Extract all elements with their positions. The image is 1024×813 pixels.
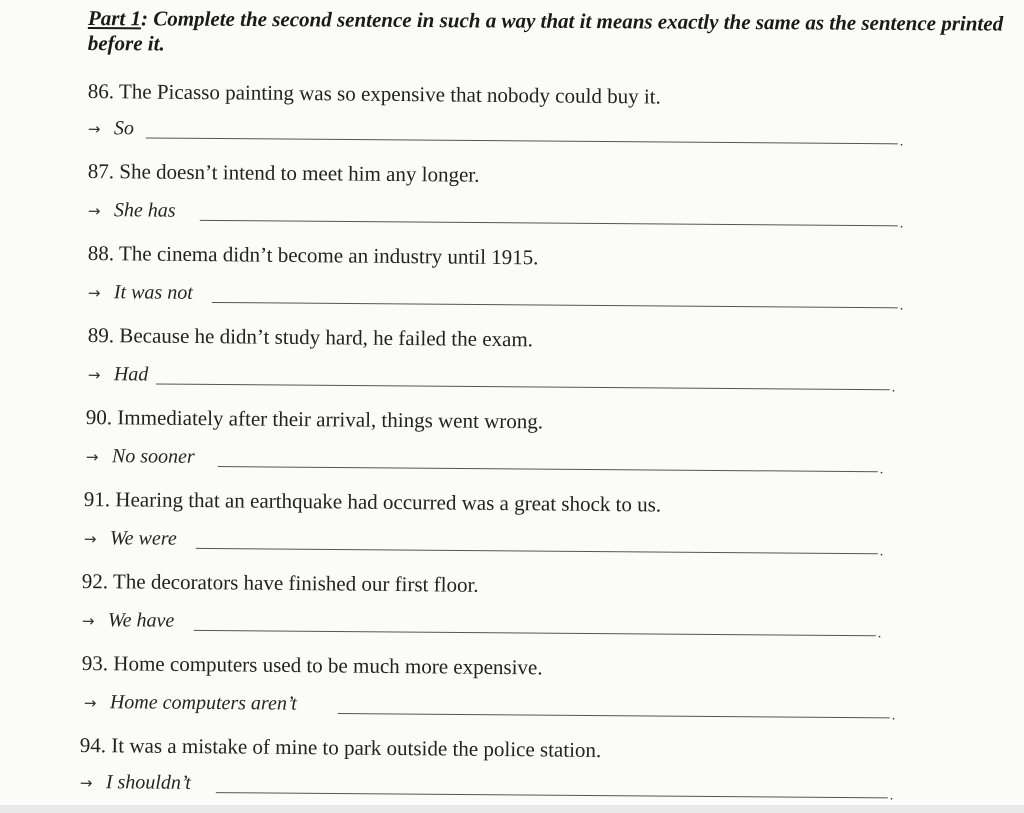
period: . [889,788,894,804]
answer-prompt: We have [107,609,175,632]
arrow-icon: → [87,201,101,221]
question-87 [88,158,480,188]
arrow-icon: → [81,611,95,631]
arrow-icon: → [87,119,101,139]
answer-88 [88,280,908,314]
answer-prompt: No sooner [111,445,195,468]
question-number: 86. [87,78,115,104]
question-sentence: Because he didn’t study hard, he failed the exam. [119,323,534,352]
question-sentence: Home computers used to be much more expensive. [113,651,543,680]
answer-92 [82,608,892,642]
answer-blank-91[interactable] [196,548,878,554]
answer-blank-94[interactable] [216,792,888,798]
question-number: 90. [85,404,113,430]
question-sentence: Immediately after their arrival, things went wrong. [117,405,544,434]
arrow-icon: → [83,693,97,713]
period: . [891,708,896,724]
question-93 [82,650,543,680]
instructions-heading [88,6,1013,62]
answer-prompt: We were [109,527,177,550]
question-90 [86,404,543,434]
answer-91 [84,526,894,560]
answer-blank-93[interactable] [338,713,890,718]
question-sentence: The Picasso painting was so expensive that nobody could buy it. [118,79,661,109]
answer-93 [84,690,904,724]
answer-prompt: It was not [113,281,193,304]
period: . [891,380,896,396]
answer-blank-89[interactable] [156,384,890,391]
answer-89 [88,362,908,396]
period: . [899,216,904,232]
arrow-icon: → [83,529,97,549]
answer-prompt: So [113,117,134,140]
period: . [877,626,882,642]
answer-87 [88,198,908,232]
arrow-icon: → [87,365,101,385]
page-bottom-edge [0,805,1024,813]
question-91 [84,486,662,518]
question-sentence: The decorators have finished our first floor. [112,569,479,597]
answer-blank-87[interactable] [200,220,898,226]
period: . [879,544,884,560]
question-number: 92. [81,568,109,594]
answer-blank-88[interactable] [212,302,898,308]
question-86 [88,78,661,109]
answer-prompt: She has [113,199,176,222]
question-sentence: The cinema didn’t become an industry until 1915. [118,241,539,270]
arrow-icon: → [85,447,99,467]
period: . [899,134,904,150]
instructions-text: : Complete the second sentence in such a way that it means exactly the same as the sentence printed before it. [87,6,1004,56]
question-number: 88. [87,240,115,266]
question-94 [80,732,602,763]
question-sentence: It was a mistake of mine to park outside the police station. [111,733,602,763]
answer-90 [86,444,896,478]
question-89 [88,322,533,352]
answer-prompt: Had [113,363,149,386]
arrow-icon: → [79,773,93,793]
period: . [899,298,904,314]
answer-blank-86[interactable] [146,137,898,144]
question-number: 93. [81,650,109,676]
period: . [879,462,884,478]
question-number: 94. [79,732,107,758]
arrow-icon: → [87,283,101,303]
answer-prompt: I shouldn’t [105,771,191,794]
answer-blank-92[interactable] [194,630,876,636]
question-number: 87. [87,158,115,184]
part-label: Part 1 [87,6,142,31]
question-sentence: Hearing that an earthquake had occurred was a great shock to us. [115,487,662,517]
answer-blank-90[interactable] [218,466,878,472]
answer-94 [80,770,900,804]
question-88 [88,240,539,270]
answer-prompt: Home computers aren’t [109,691,298,715]
question-number: 89. [87,322,115,348]
question-sentence: She doesn’t intend to meet him any longer. [119,159,480,187]
question-number: 91. [83,486,111,512]
answer-86 [88,116,908,150]
question-92 [82,568,479,598]
